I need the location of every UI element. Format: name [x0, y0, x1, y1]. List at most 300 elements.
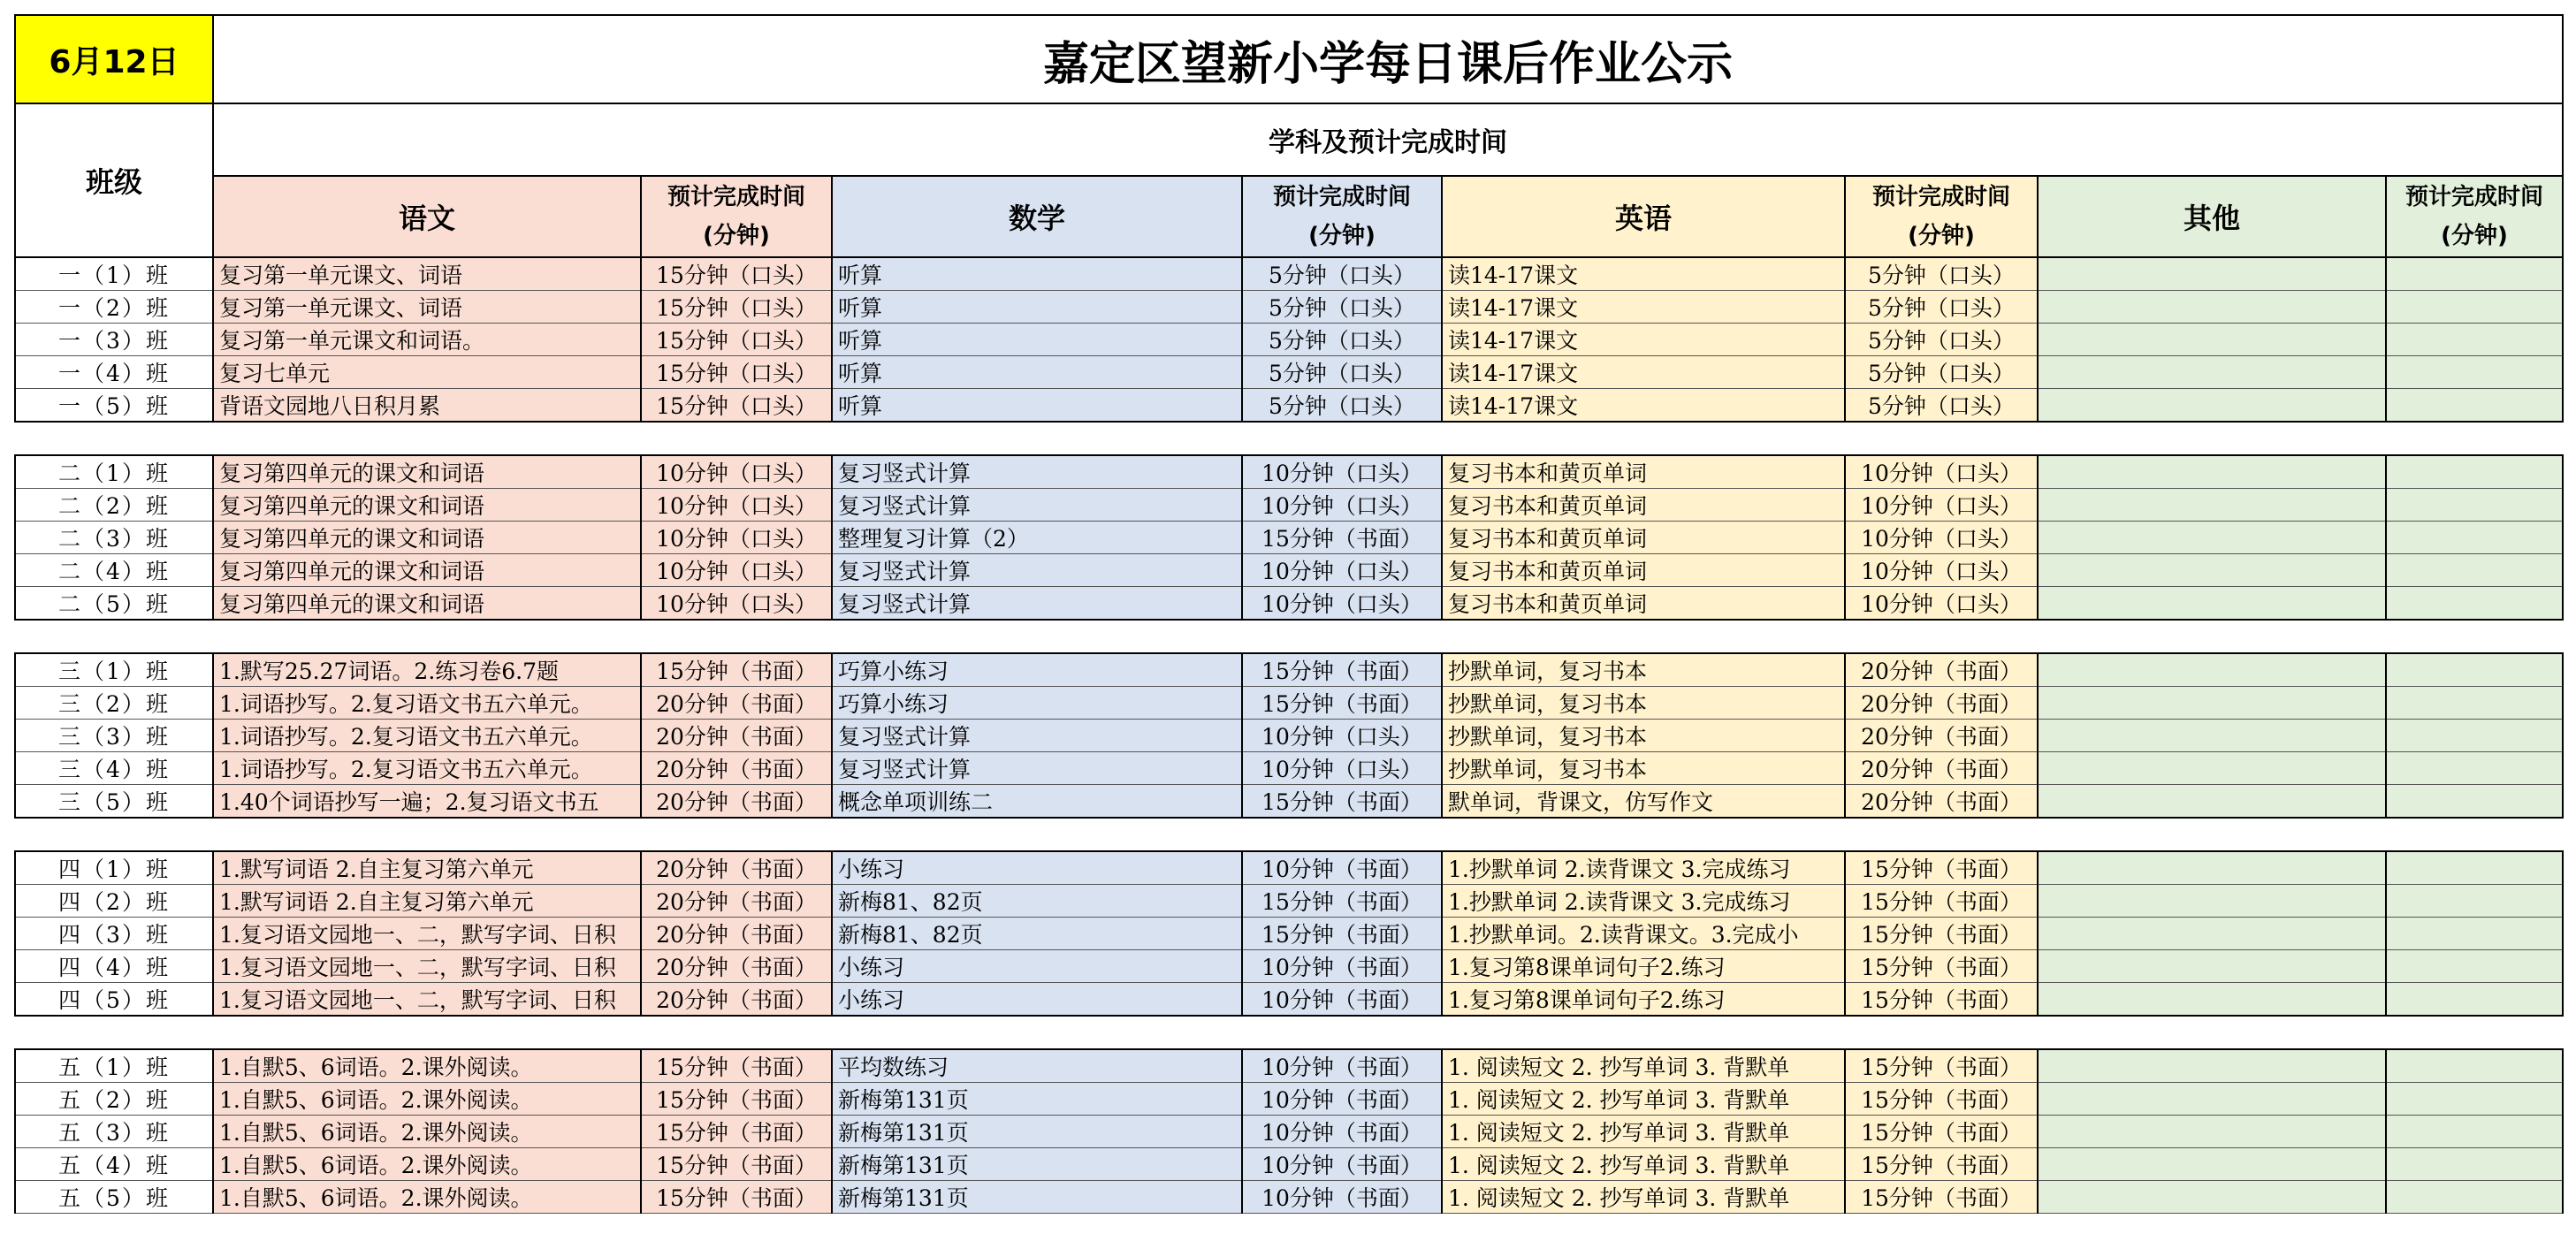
other-task-cell[interactable]: [2038, 291, 2386, 324]
other-task-cell[interactable]: [2038, 1116, 2386, 1148]
math-time-cell[interactable]: 10分钟（书面）: [1242, 1116, 1442, 1148]
english-time-cell[interactable]: 5分钟（口头）: [1845, 324, 2038, 356]
math-time-cell[interactable]: 5分钟（口头）: [1242, 324, 1442, 356]
class-name-cell[interactable]: 四（2）班: [15, 885, 213, 918]
spacer-cell: [641, 620, 832, 653]
class-name-cell[interactable]: 三（1）班: [15, 653, 213, 687]
class-name-cell[interactable]: 五（4）班: [15, 1148, 213, 1181]
spacer-cell: [2038, 620, 2386, 653]
english-time-cell[interactable]: 20分钟（书面）: [1845, 687, 2038, 720]
english-task-cell[interactable]: 抄默单词，复习书本: [1442, 687, 1845, 720]
math-header[interactable]: 数学: [832, 176, 1242, 257]
math-time-cell[interactable]: 10分钟（口头）: [1242, 752, 1442, 785]
other-time-cell[interactable]: [2386, 950, 2563, 983]
spacer-cell: [15, 620, 213, 653]
chinese-time-cell[interactable]: 15分钟（口头）: [641, 389, 832, 423]
class-name-cell[interactable]: 四（3）班: [15, 918, 213, 950]
math-time-cell[interactable]: 5分钟（口头）: [1242, 356, 1442, 389]
spacer-cell: [832, 818, 1242, 851]
math-task-cell[interactable]: 新梅第131页: [832, 1148, 1242, 1181]
grade-spacer-row: [15, 422, 2563, 455]
other-time-cell[interactable]: [2386, 653, 2563, 687]
title-row: [15, 15, 2563, 103]
chinese-task-cell[interactable]: 1.自默5、6词语。2.课外阅读。: [213, 1049, 641, 1083]
math-task-cell[interactable]: 巧算小练习: [832, 687, 1242, 720]
chinese-task-cell[interactable]: 1.自默5、6词语。2.课外阅读。: [213, 1181, 641, 1214]
math-time-cell[interactable]: 15分钟（书面）: [1242, 687, 1442, 720]
math-task-cell[interactable]: 新梅第131页: [832, 1181, 1242, 1214]
english-task-cell[interactable]: 抄默单词，复习书本: [1442, 752, 1845, 785]
spacer-cell: [832, 620, 1242, 653]
math-task-cell[interactable]: 听算: [832, 356, 1242, 389]
chinese-task-cell[interactable]: 复习第一单元课文、词语: [213, 291, 641, 324]
table-row: [15, 653, 2563, 687]
class-name-cell[interactable]: 一（1）班: [15, 257, 213, 291]
english-task-cell[interactable]: 1. 阅读短文 2. 抄写单词 3. 背默单: [1442, 1049, 1845, 1083]
spacer-cell: [1442, 422, 1845, 455]
class-name-cell[interactable]: 四（5）班: [15, 983, 213, 1017]
math-time-cell[interactable]: 10分钟（口头）: [1242, 720, 1442, 752]
english-time-cell[interactable]: 20分钟（书面）: [1845, 785, 2038, 819]
table-row: [15, 522, 2563, 554]
other-task-cell[interactable]: [2038, 687, 2386, 720]
chinese-task-cell[interactable]: 1.默写词语 2.自主复习第六单元: [213, 851, 641, 885]
other-time-cell[interactable]: [2386, 291, 2563, 324]
chinese-time-cell[interactable]: 20分钟（书面）: [641, 950, 832, 983]
spacer-cell: [1845, 620, 2038, 653]
english-time-cell[interactable]: 5分钟（口头）: [1845, 389, 2038, 423]
class-name-cell[interactable]: 三（4）班: [15, 752, 213, 785]
class-name-cell[interactable]: 三（2）班: [15, 687, 213, 720]
english-header[interactable]: 英语: [1442, 176, 1845, 257]
class-name-cell[interactable]: 二（2）班: [15, 489, 213, 522]
class-name-cell[interactable]: 五（5）班: [15, 1181, 213, 1214]
homework-table: [14, 14, 2564, 1214]
spacer-cell: [1845, 818, 2038, 851]
other-time-cell[interactable]: [2386, 389, 2563, 423]
math-task-cell[interactable]: 听算: [832, 389, 1242, 423]
chinese-task-cell[interactable]: 复习第四单元的课文和词语: [213, 587, 641, 621]
math-time-cell[interactable]: 5分钟（口头）: [1242, 291, 1442, 324]
other-time-cell[interactable]: [2386, 257, 2563, 291]
math-time-cell[interactable]: 5分钟（口头）: [1242, 257, 1442, 291]
chinese-time-cell[interactable]: 15分钟（书面）: [641, 1148, 832, 1181]
math-task-cell[interactable]: 复习竖式计算: [832, 455, 1242, 489]
english-time-cell[interactable]: 10分钟（口头）: [1845, 587, 2038, 621]
math-time-cell[interactable]: 10分钟（口头）: [1242, 554, 1442, 587]
chinese-time-cell[interactable]: 10分钟（口头）: [641, 489, 832, 522]
chinese-task-cell[interactable]: 1.默写25.27词语。2.练习卷6.7题: [213, 653, 641, 687]
chinese-time-cell[interactable]: 10分钟（口头）: [641, 554, 832, 587]
other-time-cell[interactable]: [2386, 455, 2563, 489]
chinese-task-cell[interactable]: 复习第四单元的课文和词语: [213, 455, 641, 489]
math-task-cell[interactable]: 复习竖式计算: [832, 587, 1242, 621]
math-task-cell[interactable]: 小练习: [832, 950, 1242, 983]
chinese-task-cell[interactable]: 复习第四单元的课文和词语: [213, 522, 641, 554]
math-task-cell[interactable]: 复习竖式计算: [832, 489, 1242, 522]
spacer-cell: [2386, 1016, 2563, 1049]
chinese-task-cell[interactable]: 1.默写词语 2.自主复习第六单元: [213, 885, 641, 918]
table-row: [15, 851, 2563, 885]
spacer-cell: [1242, 422, 1442, 455]
spacer-cell: [2038, 422, 2386, 455]
chinese-time-cell[interactable]: 20分钟（书面）: [641, 851, 832, 885]
chinese-task-cell[interactable]: 1.40个词语抄写一遍；2.复习语文书五: [213, 785, 641, 819]
math-task-cell[interactable]: 概念单项训练二: [832, 785, 1242, 819]
grade-spacer-row: [15, 1016, 2563, 1049]
english-time-cell[interactable]: 5分钟（口头）: [1845, 356, 2038, 389]
spacer-cell: [2386, 620, 2563, 653]
math-time-cell[interactable]: 15分钟（书面）: [1242, 785, 1442, 819]
chinese-time-cell[interactable]: 20分钟（书面）: [641, 752, 832, 785]
chinese-task-cell[interactable]: 1.复习语文园地一、二，默写字词、日积: [213, 918, 641, 950]
english-time-cell[interactable]: 20分钟（书面）: [1845, 653, 2038, 687]
spacer-cell: [1845, 1016, 2038, 1049]
chinese-task-cell[interactable]: 1.自默5、6词语。2.课外阅读。: [213, 1083, 641, 1116]
chinese-time-cell[interactable]: 20分钟（书面）: [641, 687, 832, 720]
other-task-cell[interactable]: [2038, 522, 2386, 554]
math-task-cell[interactable]: 平均数练习: [832, 1049, 1242, 1083]
table-row: [15, 389, 2563, 423]
other-task-cell[interactable]: [2038, 950, 2386, 983]
english-time-cell[interactable]: 15分钟（书面）: [1845, 983, 2038, 1017]
math-time-cell[interactable]: 15分钟（书面）: [1242, 653, 1442, 687]
math-time-cell[interactable]: 10分钟（书面）: [1242, 1181, 1442, 1214]
english-task-cell[interactable]: 1. 阅读短文 2. 抄写单词 3. 背默单: [1442, 1116, 1845, 1148]
table-row: [15, 1148, 2563, 1181]
chinese-time-cell[interactable]: 15分钟（口头）: [641, 291, 832, 324]
spacer-cell: [832, 422, 1242, 455]
other-time-cell[interactable]: [2386, 720, 2563, 752]
other-task-cell[interactable]: [2038, 324, 2386, 356]
table-row: [15, 489, 2563, 522]
english-time-cell[interactable]: 5分钟（口头）: [1845, 291, 2038, 324]
other-task-cell[interactable]: [2038, 1148, 2386, 1181]
chinese-time-cell[interactable]: 10分钟（口头）: [641, 587, 832, 621]
math-task-cell[interactable]: 新梅81、82页: [832, 885, 1242, 918]
other-task-cell[interactable]: [2038, 885, 2386, 918]
english-task-cell[interactable]: 1.复习第8课单词句子2.练习: [1442, 983, 1845, 1017]
english-task-cell[interactable]: 读14-17课文: [1442, 356, 1845, 389]
chinese-task-cell[interactable]: 1.复习语文园地一、二，默写字词、日积: [213, 983, 641, 1017]
chinese-time-cell[interactable]: 20分钟（书面）: [641, 885, 832, 918]
other-task-cell[interactable]: [2038, 752, 2386, 785]
class-name-cell[interactable]: 二（4）班: [15, 554, 213, 587]
grade-spacer-row: [15, 620, 2563, 653]
table-row: [15, 720, 2563, 752]
spacer-cell: [2386, 818, 2563, 851]
class-name-cell[interactable]: 二（1）班: [15, 455, 213, 489]
grade-spacer-row: [15, 818, 2563, 851]
chinese-task-cell[interactable]: 1.复习语文园地一、二，默写字词、日积: [213, 950, 641, 983]
other-time-header[interactable]: 预计完成时间 (分钟): [2386, 176, 2563, 257]
chinese-time-header[interactable]: 预计完成时间 (分钟): [641, 176, 832, 257]
math-time-cell[interactable]: 5分钟（口头）: [1242, 389, 1442, 423]
spacer-cell: [641, 422, 832, 455]
english-time-cell[interactable]: 10分钟（口头）: [1845, 455, 2038, 489]
math-time-cell[interactable]: 10分钟（口头）: [1242, 489, 1442, 522]
other-time-cell[interactable]: [2386, 489, 2563, 522]
math-time-cell[interactable]: 10分钟（书面）: [1242, 1083, 1442, 1116]
other-time-cell[interactable]: [2386, 1083, 2563, 1116]
spacer-cell: [2038, 1016, 2386, 1049]
chinese-header[interactable]: 语文: [213, 176, 641, 257]
english-task-cell[interactable]: 1.复习第8课单词句子2.练习: [1442, 950, 1845, 983]
english-time-cell[interactable]: 15分钟（书面）: [1845, 918, 2038, 950]
class-name-cell[interactable]: 二（3）班: [15, 522, 213, 554]
math-time-header[interactable]: 预计完成时间 (分钟): [1242, 176, 1442, 257]
spacer-cell: [15, 818, 213, 851]
class-name-cell[interactable]: 四（1）班: [15, 851, 213, 885]
chinese-time-cell[interactable]: 20分钟（书面）: [641, 785, 832, 819]
spacer-cell: [1242, 620, 1442, 653]
english-time-cell[interactable]: 15分钟（书面）: [1845, 1148, 2038, 1181]
class-name-cell[interactable]: 三（3）班: [15, 720, 213, 752]
math-task-cell[interactable]: 复习竖式计算: [832, 720, 1242, 752]
spacer-cell: [1242, 1016, 1442, 1049]
other-time-cell[interactable]: [2386, 356, 2563, 389]
other-time-cell[interactable]: [2386, 1049, 2563, 1083]
math-task-cell[interactable]: 听算: [832, 257, 1242, 291]
other-time-cell[interactable]: [2386, 554, 2563, 587]
spacer-cell: [15, 1016, 213, 1049]
table-row: [15, 324, 2563, 356]
chinese-task-cell[interactable]: 复习第一单元课文和词语。: [213, 324, 641, 356]
english-time-cell[interactable]: 10分钟（口头）: [1845, 489, 2038, 522]
class-name-cell[interactable]: 一（3）班: [15, 324, 213, 356]
class-name-cell[interactable]: 五（2）班: [15, 1083, 213, 1116]
english-time-cell[interactable]: 15分钟（书面）: [1845, 885, 2038, 918]
other-time-cell[interactable]: [2386, 1181, 2563, 1214]
date-cell[interactable]: 6月12日: [15, 15, 213, 103]
math-task-cell[interactable]: 听算: [832, 324, 1242, 356]
english-task-cell[interactable]: 1.抄默单词 2.读背课文 3.完成练习: [1442, 851, 1845, 885]
table-row: [15, 1116, 2563, 1148]
spacer-cell: [15, 422, 213, 455]
spacer-cell: [1242, 818, 1442, 851]
math-task-cell[interactable]: 复习竖式计算: [832, 554, 1242, 587]
other-task-cell[interactable]: [2038, 983, 2386, 1017]
table-row: [15, 885, 2563, 918]
spacer-cell: [1442, 620, 1845, 653]
chinese-time-cell[interactable]: 15分钟（书面）: [641, 1083, 832, 1116]
spacer-cell: [213, 818, 641, 851]
spacer-cell: [1845, 422, 2038, 455]
chinese-time-cell[interactable]: 15分钟（书面）: [641, 653, 832, 687]
spacer-cell: [641, 818, 832, 851]
other-task-cell[interactable]: [2038, 356, 2386, 389]
table-row: [15, 950, 2563, 983]
other-time-cell[interactable]: [2386, 918, 2563, 950]
other-time-cell[interactable]: [2386, 983, 2563, 1017]
other-task-cell[interactable]: [2038, 455, 2386, 489]
english-task-cell[interactable]: 1. 阅读短文 2. 抄写单词 3. 背默单: [1442, 1181, 1845, 1214]
math-time-cell[interactable]: 15分钟（书面）: [1242, 885, 1442, 918]
english-task-cell[interactable]: 1.抄默单词。2.读背课文。3.完成小: [1442, 918, 1845, 950]
other-task-cell[interactable]: [2038, 1049, 2386, 1083]
class-header[interactable]: 班级: [15, 103, 213, 257]
subject-group-row: [15, 103, 2563, 176]
table-row: [15, 1049, 2563, 1083]
other-task-cell[interactable]: [2038, 389, 2386, 423]
table-row: [15, 983, 2563, 1017]
math-time-cell[interactable]: 10分钟（口头）: [1242, 455, 1442, 489]
other-time-cell[interactable]: [2386, 1116, 2563, 1148]
math-task-cell[interactable]: 小练习: [832, 983, 1242, 1017]
other-time-cell[interactable]: [2386, 851, 2563, 885]
other-header[interactable]: 其他: [2038, 176, 2386, 257]
other-task-cell[interactable]: [2038, 1083, 2386, 1116]
other-task-cell[interactable]: [2038, 851, 2386, 885]
math-task-cell[interactable]: 小练习: [832, 851, 1242, 885]
class-name-cell[interactable]: 五（1）班: [15, 1049, 213, 1083]
english-time-cell[interactable]: 15分钟（书面）: [1845, 851, 2038, 885]
chinese-task-cell[interactable]: 1.词语抄写。2.复习语文书五六单元。: [213, 752, 641, 785]
chinese-time-cell[interactable]: 15分钟（书面）: [641, 1049, 832, 1083]
other-time-cell[interactable]: [2386, 785, 2563, 819]
english-task-cell[interactable]: 复习书本和黄页单词: [1442, 489, 1845, 522]
english-time-cell[interactable]: 15分钟（书面）: [1845, 950, 2038, 983]
math-time-cell[interactable]: 10分钟（书面）: [1242, 1148, 1442, 1181]
english-time-cell[interactable]: 15分钟（书面）: [1845, 1116, 2038, 1148]
class-name-cell[interactable]: 四（4）班: [15, 950, 213, 983]
math-task-cell[interactable]: 复习竖式计算: [832, 752, 1242, 785]
table-row: [15, 752, 2563, 785]
spacer-cell: [2386, 422, 2563, 455]
math-task-cell[interactable]: 新梅第131页: [832, 1116, 1242, 1148]
other-time-cell[interactable]: [2386, 752, 2563, 785]
math-time-cell[interactable]: 10分钟（口头）: [1242, 587, 1442, 621]
table-row: [15, 587, 2563, 621]
english-time-cell[interactable]: 10分钟（口头）: [1845, 554, 2038, 587]
other-time-cell[interactable]: [2386, 1148, 2563, 1181]
english-task-cell[interactable]: 读14-17课文: [1442, 389, 1845, 423]
other-task-cell[interactable]: [2038, 918, 2386, 950]
english-task-cell[interactable]: 读14-17课文: [1442, 324, 1845, 356]
spacer-cell: [2038, 818, 2386, 851]
other-time-cell[interactable]: [2386, 324, 2563, 356]
other-task-cell[interactable]: [2038, 489, 2386, 522]
class-name-cell[interactable]: 五（3）班: [15, 1116, 213, 1148]
class-name-cell[interactable]: 一（2）班: [15, 291, 213, 324]
other-task-cell[interactable]: [2038, 785, 2386, 819]
spacer-cell: [213, 1016, 641, 1049]
english-task-cell[interactable]: 复习书本和黄页单词: [1442, 455, 1845, 489]
chinese-task-cell[interactable]: 复习第一单元课文、词语: [213, 257, 641, 291]
english-task-cell[interactable]: 1. 阅读短文 2. 抄写单词 3. 背默单: [1442, 1148, 1845, 1181]
other-time-cell[interactable]: [2386, 587, 2563, 621]
other-task-cell[interactable]: [2038, 257, 2386, 291]
chinese-time-cell[interactable]: 15分钟（书面）: [641, 1181, 832, 1214]
subject-header-row: [15, 176, 2563, 257]
class-name-cell[interactable]: 一（4）班: [15, 356, 213, 389]
english-time-cell[interactable]: 15分钟（书面）: [1845, 1049, 2038, 1083]
other-task-cell[interactable]: [2038, 1181, 2386, 1214]
math-time-cell[interactable]: 10分钟（书面）: [1242, 983, 1442, 1017]
chinese-time-cell[interactable]: 20分钟（书面）: [641, 720, 832, 752]
other-time-cell[interactable]: [2386, 522, 2563, 554]
chinese-time-cell[interactable]: 10分钟（口头）: [641, 522, 832, 554]
english-task-cell[interactable]: 读14-17课文: [1442, 257, 1845, 291]
chinese-task-cell[interactable]: 1.词语抄写。2.复习语文书五六单元。: [213, 720, 641, 752]
chinese-task-cell[interactable]: 1.自默5、6词语。2.课外阅读。: [213, 1116, 641, 1148]
english-time-cell[interactable]: 20分钟（书面）: [1845, 720, 2038, 752]
math-task-cell[interactable]: 听算: [832, 291, 1242, 324]
math-task-cell[interactable]: 巧算小练习: [832, 653, 1242, 687]
spacer-cell: [213, 422, 641, 455]
math-time-cell[interactable]: 15分钟（书面）: [1242, 918, 1442, 950]
spacer-cell: [641, 1016, 832, 1049]
english-task-cell[interactable]: 抄默单词，复习书本: [1442, 653, 1845, 687]
other-time-cell[interactable]: [2386, 885, 2563, 918]
math-time-cell[interactable]: 10分钟（书面）: [1242, 1049, 1442, 1083]
table-row: [15, 554, 2563, 587]
table-row: [15, 918, 2563, 950]
table-row: [15, 687, 2563, 720]
other-task-cell[interactable]: [2038, 587, 2386, 621]
english-time-cell[interactable]: 15分钟（书面）: [1845, 1181, 2038, 1214]
chinese-time-cell[interactable]: 15分钟（书面）: [641, 1116, 832, 1148]
math-task-cell[interactable]: 新梅81、82页: [832, 918, 1242, 950]
class-name-cell[interactable]: 一（5）班: [15, 389, 213, 423]
other-task-cell[interactable]: [2038, 720, 2386, 752]
subjects-header[interactable]: 学科及预计完成时间: [213, 103, 2563, 176]
english-time-cell[interactable]: 10分钟（口头）: [1845, 522, 2038, 554]
chinese-task-cell[interactable]: 复习第四单元的课文和词语: [213, 554, 641, 587]
english-time-header[interactable]: 预计完成时间 (分钟): [1845, 176, 2038, 257]
chinese-task-cell[interactable]: 复习七单元: [213, 356, 641, 389]
other-task-cell[interactable]: [2038, 653, 2386, 687]
math-task-cell[interactable]: 整理复习计算（2）: [832, 522, 1242, 554]
chinese-time-cell[interactable]: 15分钟（口头）: [641, 356, 832, 389]
chinese-time-cell[interactable]: 20分钟（书面）: [641, 918, 832, 950]
english-task-cell[interactable]: 读14-17课文: [1442, 291, 1845, 324]
english-task-cell[interactable]: 复习书本和黄页单词: [1442, 554, 1845, 587]
english-task-cell[interactable]: 默单词，背课文，仿写作文: [1442, 785, 1845, 819]
table-row: [15, 356, 2563, 389]
other-time-cell[interactable]: [2386, 687, 2563, 720]
table-row: [15, 1083, 2563, 1116]
chinese-time-cell[interactable]: 10分钟（口头）: [641, 455, 832, 489]
english-task-cell[interactable]: 复习书本和黄页单词: [1442, 587, 1845, 621]
chinese-time-cell[interactable]: 15分钟（口头）: [641, 324, 832, 356]
english-time-cell[interactable]: 20分钟（书面）: [1845, 752, 2038, 785]
chinese-time-cell[interactable]: 20分钟（书面）: [641, 983, 832, 1017]
chinese-task-cell[interactable]: 1.自默5、6词语。2.课外阅读。: [213, 1148, 641, 1181]
chinese-task-cell[interactable]: 复习第四单元的课文和词语: [213, 489, 641, 522]
chinese-task-cell[interactable]: 背语文园地八日积月累: [213, 389, 641, 423]
table-row: [15, 257, 2563, 291]
english-task-cell[interactable]: 1. 阅读短文 2. 抄写单词 3. 背默单: [1442, 1083, 1845, 1116]
math-time-cell[interactable]: 15分钟（书面）: [1242, 522, 1442, 554]
english-task-cell[interactable]: 抄默单词，复习书本: [1442, 720, 1845, 752]
math-time-cell[interactable]: 10分钟（书面）: [1242, 950, 1442, 983]
chinese-task-cell[interactable]: 1.词语抄写。2.复习语文书五六单元。: [213, 687, 641, 720]
table-row: [15, 291, 2563, 324]
class-name-cell[interactable]: 三（5）班: [15, 785, 213, 819]
english-time-cell[interactable]: 15分钟（书面）: [1845, 1083, 2038, 1116]
spacer-cell: [1442, 1016, 1845, 1049]
chinese-time-cell[interactable]: 15分钟（口头）: [641, 257, 832, 291]
english-time-cell[interactable]: 5分钟（口头）: [1845, 257, 2038, 291]
english-task-cell[interactable]: 1.抄默单词 2.读背课文 3.完成练习: [1442, 885, 1845, 918]
math-time-cell[interactable]: 10分钟（书面）: [1242, 851, 1442, 885]
english-task-cell[interactable]: 复习书本和黄页单词: [1442, 522, 1845, 554]
class-name-cell[interactable]: 二（5）班: [15, 587, 213, 621]
other-task-cell[interactable]: [2038, 554, 2386, 587]
math-task-cell[interactable]: 新梅第131页: [832, 1083, 1242, 1116]
page-title[interactable]: 嘉定区望新小学每日课后作业公示: [213, 15, 2563, 103]
